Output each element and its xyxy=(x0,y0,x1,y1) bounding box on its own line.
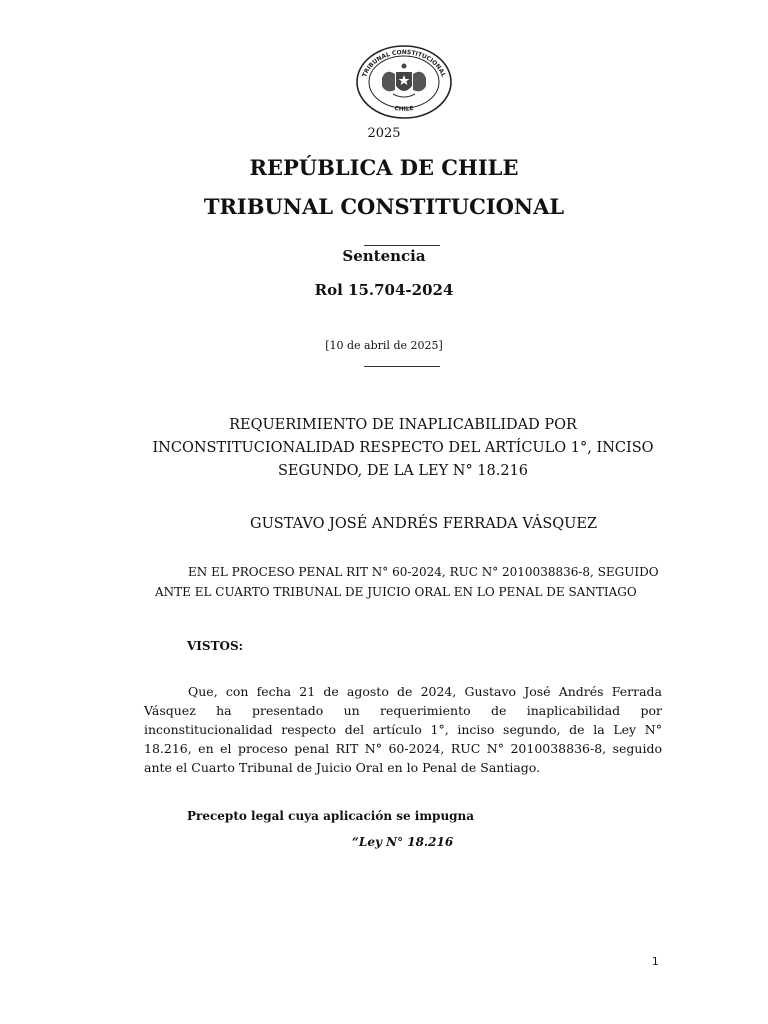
process-line-1: EN EL PROCESO PENAL RIT N° 60-2024, RUC N° 2010038836-8, SEGUIDO xyxy=(188,565,659,579)
process-line-2: ANTE EL CUARTO TRIBUNAL DE JUICIO ORAL EN LO PENAL DE SANTIAGO xyxy=(155,585,637,599)
page-number: 1 xyxy=(652,956,659,968)
divider-bottom xyxy=(364,366,440,367)
title-tribunal: TRIBUNAL CONSTITUCIONAL xyxy=(203,194,565,219)
document-date: [10 de abril de 2025] xyxy=(325,339,443,352)
process-caption xyxy=(144,562,662,602)
case-rol: Rol 15.704-2024 xyxy=(314,281,454,299)
svg-text:TRIBUNAL CONSTITUCIONAL: TRIBUNAL CONSTITUCIONAL xyxy=(361,48,447,79)
party-name: GUSTAVO JOSÉ ANDRÉS FERRADA VÁSQUEZ xyxy=(250,516,598,532)
year-heading: 2025 xyxy=(367,126,401,141)
law-quote: “Ley N° 18.216 xyxy=(352,835,454,849)
precepto-heading: Precepto legal cuya aplicación se impugna xyxy=(187,809,475,823)
title-republic: REPÚBLICA DE CHILE xyxy=(249,155,519,180)
svg-text:CHILE: CHILE xyxy=(393,104,415,113)
requirement-caption: REQUERIMIENTO DE INAPLICABILIDAD POR INCONSTITUCIONALIDAD RESPECTO DEL ARTÍCULO 1°, INCISO SEGUNDO, DE LA LEY N° 18.216 xyxy=(152,417,654,479)
body-paragraph: Que, con fecha 21 de agosto de 2024, Gustavo José Andrés Ferrada Vásquez ha presentado un requerimiento de inaplicabilidad por inconstitucionalidad respecto del artículo 1°, inciso segundo, de la Ley N° 18.216, en el proceso penal RIT N° 60-2024, RUC N° 2010038836-8, seguido ante el Cuarto Tribunal de Juicio Oral en lo Penal de Santiago. xyxy=(144,684,662,775)
tribunal-seal-logo xyxy=(355,44,453,120)
vistos-heading: VISTOS: xyxy=(187,639,244,653)
document-type: Sentencia xyxy=(342,247,426,265)
divider-top xyxy=(364,245,440,246)
